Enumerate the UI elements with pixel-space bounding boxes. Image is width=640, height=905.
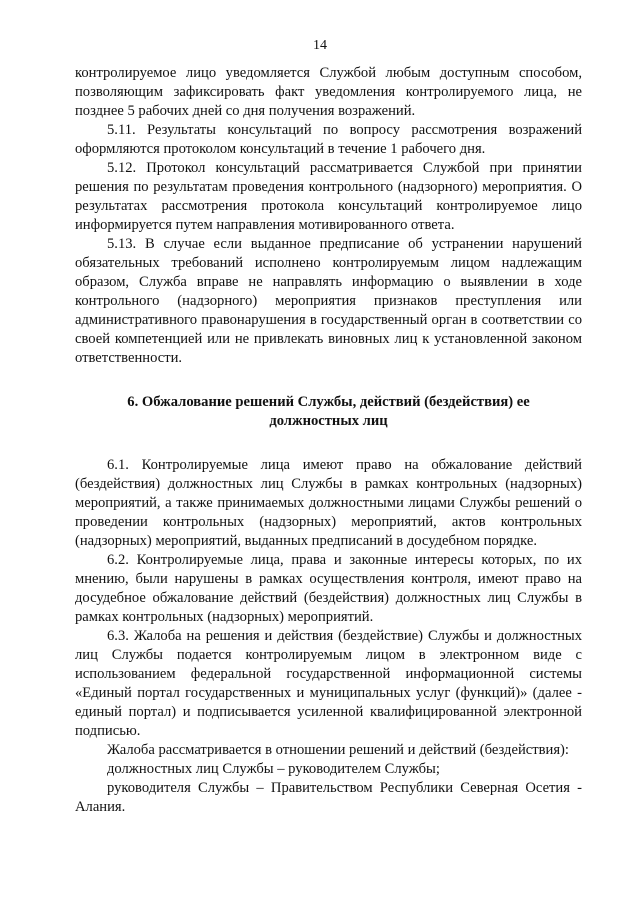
paragraph-6-1: 6.1. Контролируемые лица имеют право на обжалование действий (бездействия) должностных лиц Службы в рамках контрольных (надзорных) мероприятий, а также принимаемых должностными лицами Службы решений о проведении контрольных (надзорных) мероприятий, актов контрольных (надзорных) мероприятий, выданных предписаний в досудебном порядке. [75,457,582,549]
paragraph-6-3: 6.3. Жалоба на решения и действия (бездействие) Службы и должностных лиц Службы подается контролируемым лицом в электронном виде с использованием федеральной государственной информационной системы «Единый портал государственных и муниципальных услуг (функций)» (далее - единый портал) и подписывается усиленной квалифицированной электронной подписью. [75,628,582,739]
paragraph-officials: должностных лиц Службы – руководителем Службы; [107,761,440,777]
paragraph-6-2: 6.2. Контролируемые лица, права и законные интересы которых, по их мнению, были нарушены в рамках осуществления контроля, имеют право на досудебное обжалование действий (бездействия) должностных лиц Службы в рамках контрольных (надзорных) мероприятий. [75,552,582,625]
section-heading [75,393,582,431]
paragraph-5-12: 5.12. Протокол консультаций рассматривается Службой при принятии решения по результатам проведения контрольного (надзорного) мероприятия. О результатах рассмотрения протокола консультаций контролируемое лицо информируется путем направления мотивированного ответа. [75,160,582,233]
paragraph-complaint-scope: Жалоба рассматривается в отношении решений и действий (бездействия): [107,742,569,758]
paragraph-5-13: 5.13. В случае если выданное предписание об устранении нарушений обязательных требований исполнено контролируемым лицом надлежащим образом, Служба вправе не направлять информацию о выявлении в ходе контрольного (надзорного) мероприятия признаков преступления или административного правонарушения в государственный орган в соответствии со своей компетенцией или не привлекать виновных лиц к установленной законом ответственности. [75,236,582,366]
document-body [75,64,582,817]
page-number: 14 [313,38,327,53]
section-heading-line-2: должностных лиц [269,413,388,429]
paragraph-continued: контролируемое лицо уведомляется Службой любым доступным способом, позволяющим зафиксировать факт уведомления контролируемого лица, не позднее 5 рабочих дней со дня получения возражений. [75,65,582,119]
section-heading-line-1: 6. Обжалование решений Службы, действий (бездействия) ее [127,394,530,410]
paragraph-5-11: 5.11. Результаты консультаций по вопросу рассмотрения возражений оформляются протоколом консультаций в течение 1 рабочего дня. [75,122,582,157]
paragraph-head-of-service: руководителя Службы – Правительством Республики Северная Осетия - Алания. [75,780,582,815]
